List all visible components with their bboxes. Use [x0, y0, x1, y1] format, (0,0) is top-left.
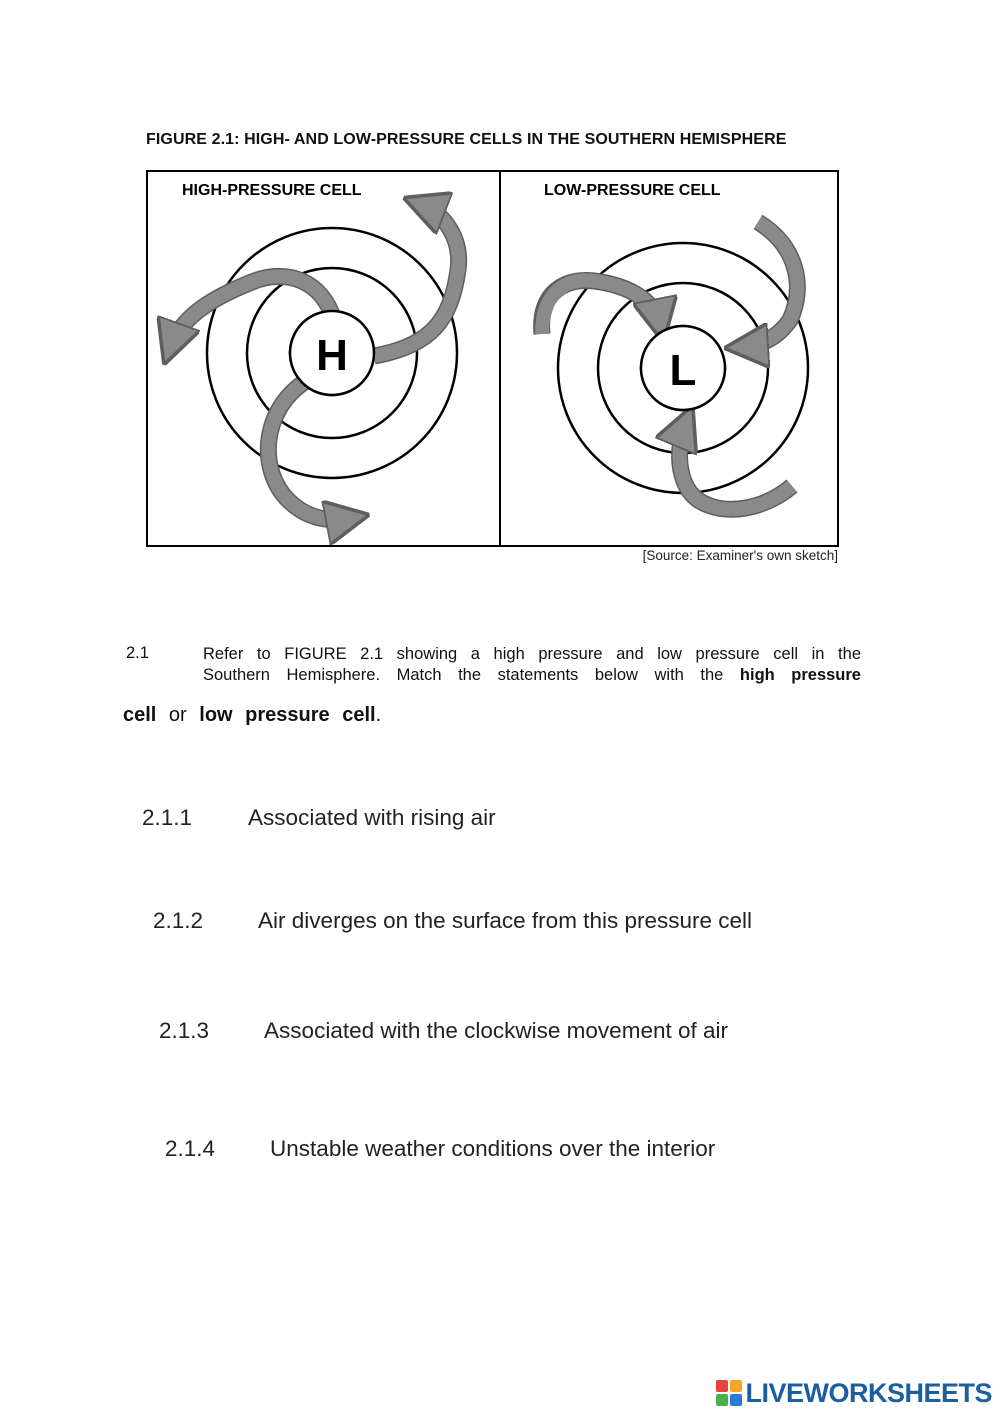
statement-number: 2.1.2 [153, 908, 204, 933]
high-pressure-label: H [316, 331, 348, 380]
question-number: 2.1 [126, 644, 149, 662]
statement-number: 2.1.1 [142, 805, 193, 830]
cont-bold-1: cell [123, 704, 157, 726]
figure-title: FIGURE 2.1: HIGH- AND LOW-PRESSURE CELLS IN THE SOUTHERN HEMISPHERE [146, 131, 787, 148]
question-line-2 [203, 665, 861, 686]
question-line-2-bold: high pressure [739, 666, 861, 684]
pressure-cells-diagram [146, 170, 840, 548]
statement-text: Associated with rising air [248, 805, 496, 830]
brand-name: LIVEWORKSHEETS [745, 1377, 992, 1408]
low-pressure-title: LOW-PRESSURE CELL [544, 182, 721, 199]
statement-item [159, 1018, 728, 1044]
statement-number: 2.1.4 [165, 1136, 216, 1161]
statement-item [142, 805, 496, 831]
question-continuation [123, 704, 381, 727]
low-pressure-label: L [669, 346, 697, 395]
statement-text: Air diverges on the surface from this pressure cell [258, 908, 753, 933]
question-line-2-plain: Southern Hemisphere. Match the statements below with the [203, 666, 724, 684]
statement-item [153, 908, 752, 934]
statement-item [165, 1136, 715, 1162]
statement-text: Associated with the clockwise movement of air [264, 1018, 728, 1043]
question-text [203, 644, 861, 686]
high-pressure-title: HIGH-PRESSURE CELL [182, 182, 362, 199]
liveworksheets-logo-icon [716, 1380, 742, 1406]
cont-or: or [168, 704, 187, 726]
statement-number: 2.1.3 [159, 1018, 210, 1043]
cont-end: . [375, 704, 382, 726]
statement-text: Unstable weather conditions over the interior [270, 1136, 716, 1161]
figure-source: [Source: Examiner's own sketch] [642, 548, 838, 563]
question-line-1: Refer to FIGURE 2.1 showing a high pressure and low pressure cell in the [203, 645, 861, 663]
liveworksheets-brand[interactable] [716, 1378, 992, 1408]
cont-bold-2: low pressure cell [199, 704, 376, 726]
